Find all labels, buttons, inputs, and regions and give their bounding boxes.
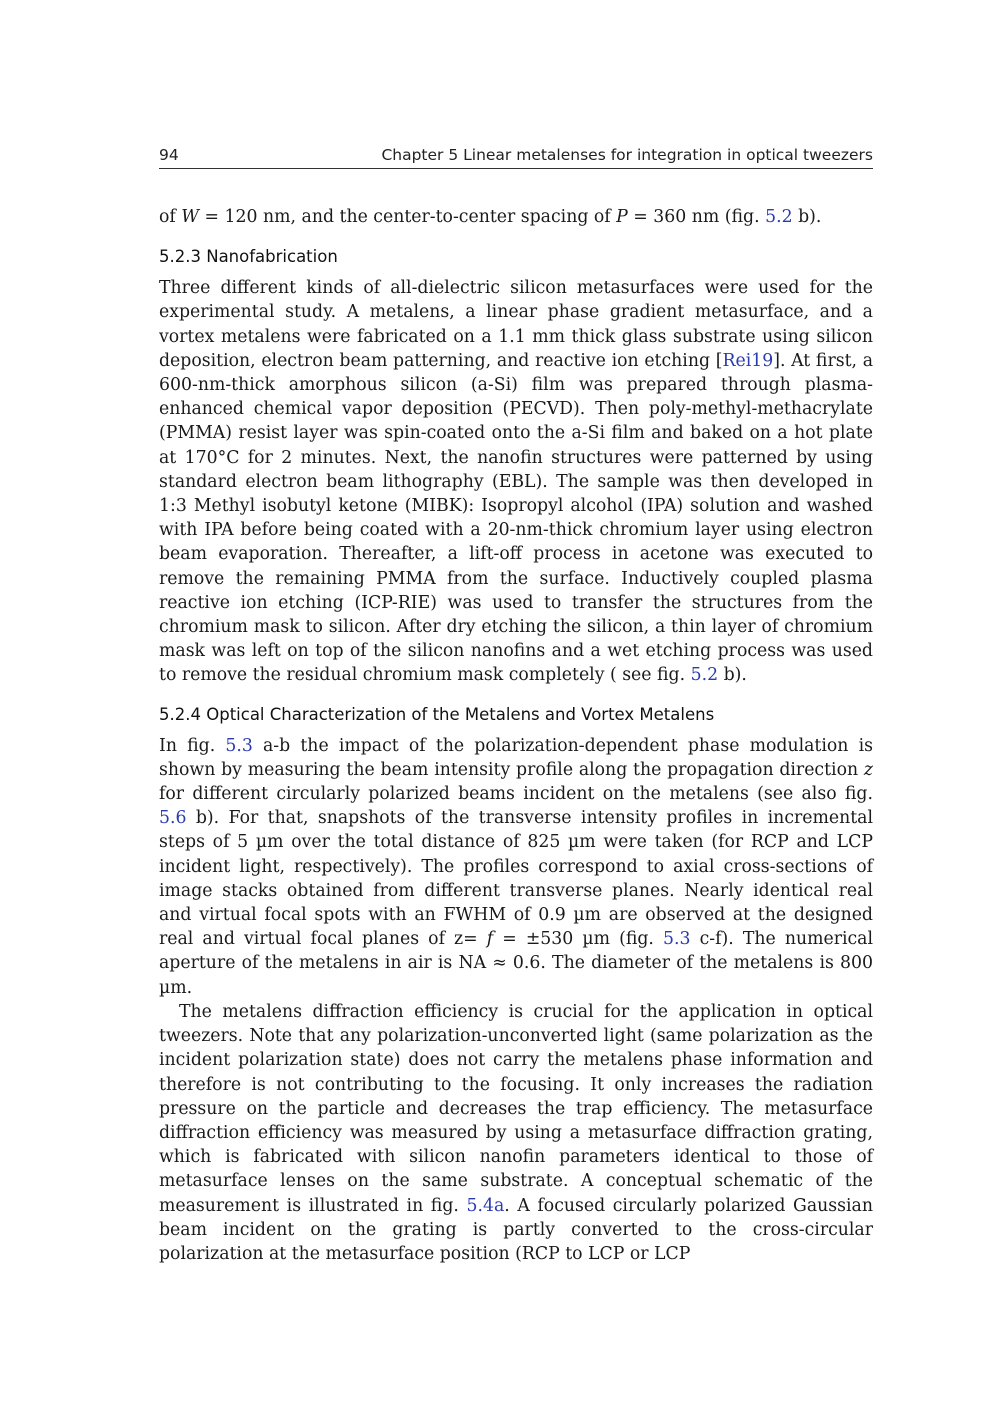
text-run: for different circularly polarized beams incident on the metalens (see also fig.	[159, 784, 873, 805]
text-run: of	[159, 207, 182, 227]
chapter-title: Chapter 5 Linear metalenses for integration in optical tweezers	[381, 146, 873, 164]
text-run: c-f). The numerical aperture of the metalens in air is NA ≈ 0.6. The diameter of the metalens is 800 µm.	[159, 929, 873, 998]
section-heading-5-2-3: 5.2.3 Nanofabrication	[159, 247, 338, 267]
figure-reference-link[interactable]: 5.3	[225, 735, 253, 756]
characterization-paragraph	[159, 734, 873, 1000]
text-run: The metalens diffraction efficiency is crucial for the application in optical tweezers. Note that any polarization-unconverted light (same polarization as the incident polarization state) does not carry the metalens phase information and therefore is not contributing to the focusing. It only increases the radiation pressure on the particle and decreases the trap efficiency. The metasurface diffraction efficiency was measured by using a metasurface diffraction grating, which is fabricated with silicon nanofin parameters identical to those of metasurface lenses on the same substrate. A conceptual schematic of the measurement is illustrated in fig.	[159, 1001, 873, 1216]
nanofabrication-paragraph	[159, 276, 873, 687]
body-text	[159, 205, 873, 1266]
figure-reference-link[interactable]: 5.2	[765, 207, 793, 227]
figure-reference-link[interactable]: 5.3	[663, 929, 691, 950]
text-run: b). For that, snapshots of the transverse intensity profiles in incremental steps of 5 µm over the total distance of 825 µm were taken (for RCP and LCP incident light, respectively). The profiles correspond to axial cross-sections of image stacks obtained from different transverse planes. Nearly identical real and virtual focal spots with an FWHM of 0.9 µm are observed at the designed real and virtual focal planes of z=	[159, 808, 873, 950]
text-run: = 360 nm (fig.	[627, 207, 766, 227]
text-run: a-b the impact of the polarization-dependent phase modulation is shown by measuring the beam intensity profile along the propagation direction	[159, 735, 873, 780]
citation-link[interactable]: Rei19	[722, 350, 774, 371]
text-run: = 120 nm, and the center-to-center spacing of	[199, 207, 617, 227]
figure-reference-link[interactable]: 5.2	[690, 665, 719, 686]
text-run: . A focused circularly polarized Gaussian beam incident on the grating is partly converted to the cross-circular polarization at the metasurface position (RCP to LCP or LCP	[159, 1195, 873, 1264]
math-variable-f: f	[486, 929, 494, 950]
intro-paragraph	[159, 205, 873, 229]
text-run: b).	[718, 665, 747, 686]
figure-reference-link[interactable]: 5.4a	[466, 1195, 505, 1216]
text-run: In fig.	[159, 735, 226, 756]
math-variable-p: P	[616, 207, 628, 227]
math-variable-w: W	[181, 207, 200, 227]
efficiency-paragraph	[159, 1000, 873, 1266]
text-run: ]. At first, a 600-nm-thick amorphous silicon (a-Si) film was prepared through plasma-enhanced chemical vapor deposition (PECVD). Then poly-methyl-methacrylate (PMMA) resist layer was spin-coated onto the a-Si film and baked on a hot plate at 170°C for 2 minutes. Next, the nanofin structures were patterned by using standard electron beam lithography (EBL). The sample was then developed in 1:3 Methyl isobutyl ketone (MIBK): Isopropyl alcohol (IPA) solution and washed with IPA before being coated with a 20-nm-thick chromium layer using electron beam evaporation. Thereafter, a lift-off process in acetone was executed to remove the remaining PMMA from the surface. Inductively coupled plasma reactive ion etching (ICP-RIE) was used to transfer the structures from the chromium mask to silicon. After dry etching the silicon, a thin layer of chromium mask was left on top of the silicon nanofins and a wet etching process was used to remove the residual chromium mask completely ( see fig.	[159, 350, 873, 686]
text-run: = ±530 µm (fig.	[493, 929, 664, 950]
section-heading-5-2-4: 5.2.4 Optical Characterization of the Metalens and Vortex Metalens	[159, 704, 715, 724]
page-number: 94	[159, 146, 179, 164]
figure-reference-link[interactable]: 5.6	[159, 808, 187, 829]
running-header	[159, 144, 873, 169]
text-run: Three different kinds of all-dielectric silicon metasurfaces were used for the experimental study. A metalens, a linear phase gradient metasurface, and a vortex metalens were fabricated on a 1.1 mm thick glass substrate using silicon deposition, electron beam patterning, and reactive ion etching [	[159, 278, 873, 371]
text-run: b).	[792, 207, 822, 227]
math-variable-z: z	[863, 759, 873, 780]
